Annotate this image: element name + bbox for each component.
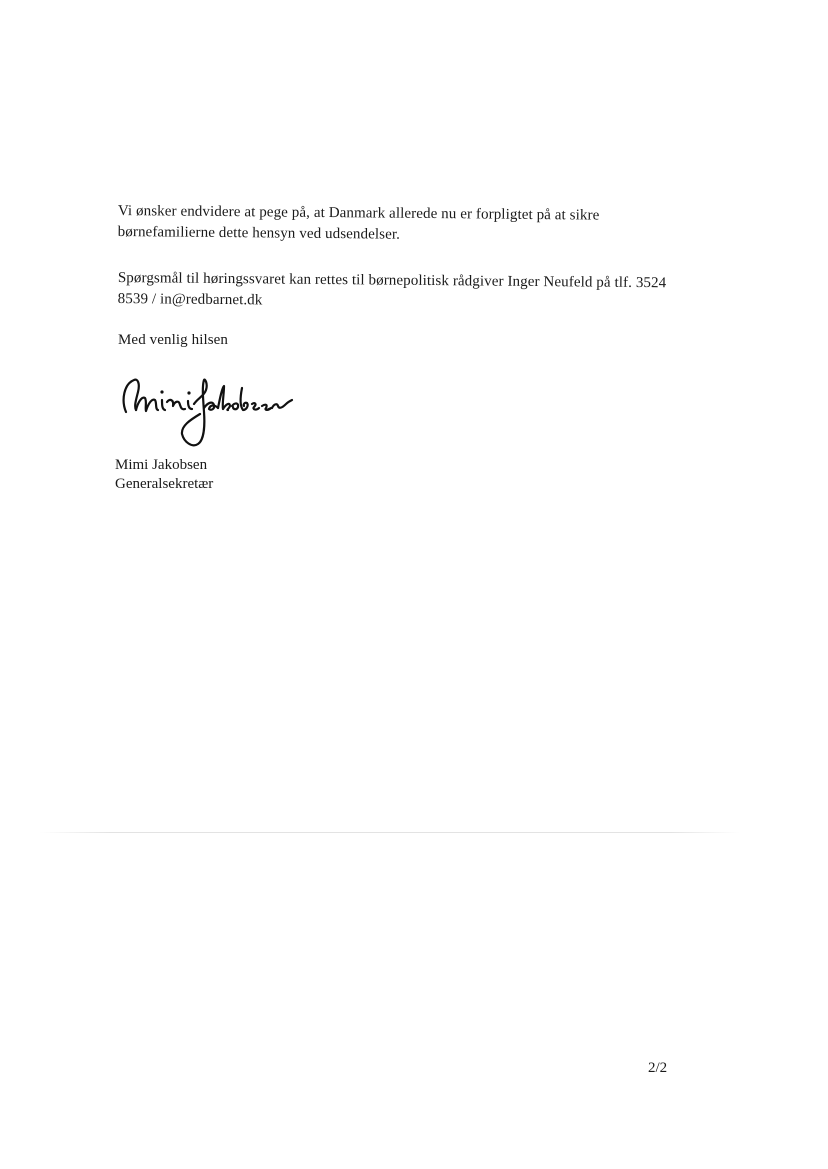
page-number: 2/2 xyxy=(648,1060,668,1076)
signer-title: Generalsekretær xyxy=(115,476,214,492)
scan-artifact-line xyxy=(40,832,740,833)
closing-greeting: Med venlig hilsen xyxy=(118,332,229,348)
handwritten-signature xyxy=(112,368,302,458)
signer-name: Mimi Jakobsen xyxy=(115,457,208,473)
paragraph-obligation: Vi ønsker endvidere at pege på, at Danmark allerede nu er forpligtet på at sikre børnefamilierne dette hensyn ved udsendelser. xyxy=(117,202,600,243)
paragraph-contact: Spørgsmål til høringssvaret kan rettes til børnepolitisk rådgiver Inger Neufeld på tlf. 3524 8539 / in@redbarnet.dk xyxy=(117,269,667,309)
signer-block xyxy=(115,456,213,494)
